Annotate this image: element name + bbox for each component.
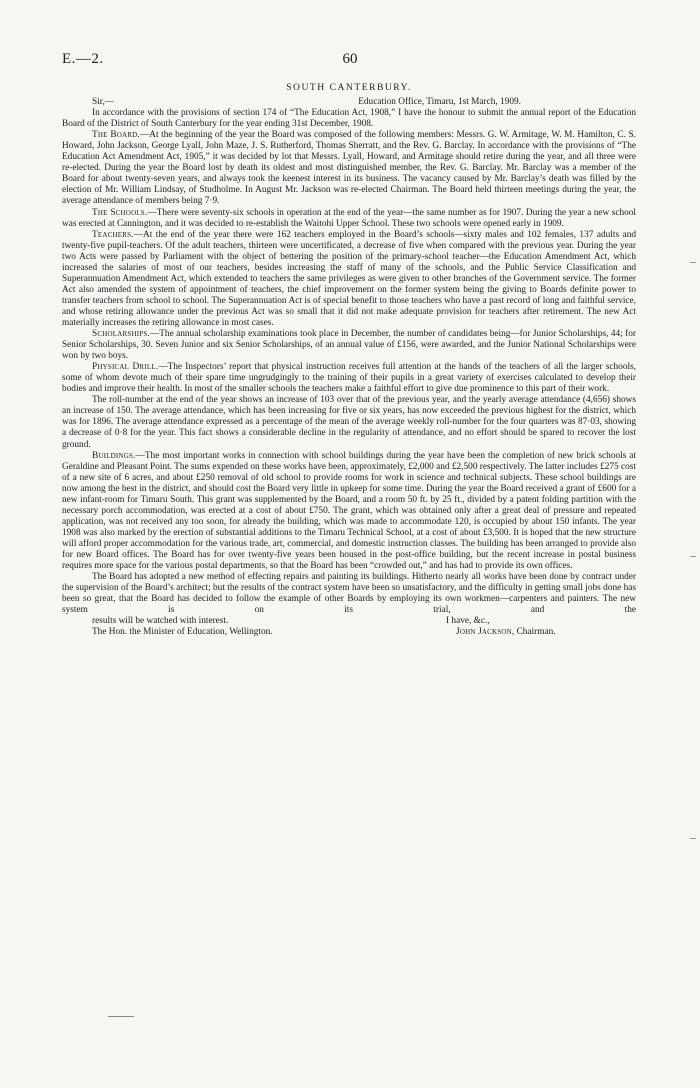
signature — [456, 627, 636, 638]
page-header — [62, 51, 638, 71]
margin-mark — [690, 556, 696, 557]
dateline: Education Office, Timaru, 1st March, 1909. — [358, 97, 521, 108]
paragraph — [62, 451, 636, 573]
margin-mark — [690, 262, 696, 263]
paragraph — [62, 130, 636, 207]
salutation-line — [62, 97, 636, 108]
paragraph — [62, 208, 636, 230]
closing-paragraph: The Board has adopted a new method of effecting repairs and painting its buildings. Hitherto nearly all works have been done by contract under the supervision of the Board’s architect; but the results of the contract system have been so unsatisfactory, and the difficulty in getting small jobs done has been so great, that the Board has decided to follow the example of other Boards by employing its own workmen—carpenters and painters. The new system is on its trial, and the — [62, 572, 636, 616]
paragraph-text: In accordance with the provisions of section 174 of “The Education Act, 1908,” I have the honour to submit the annual report of the Education Board of the District of South Canterbury for the year ending 31st December, 1908. — [62, 108, 636, 130]
section-heading: Teachers. — [92, 229, 134, 240]
paragraph-list — [62, 108, 636, 616]
paragraph — [62, 230, 636, 329]
paragraph — [62, 362, 636, 395]
signature-line — [62, 627, 636, 638]
paragraph-text: —The most important works in connection with school buildings during the year have been the completion of new brick schools at Geraldine and Pleasant Point. The sums expended on these works have been, approximately, £2,000 and £2,500 respectively. The latter includes £275 cost of a new site of 6 acres, and about £250 removal of old school to provide rooms for work in science and technical subjects. These school buildings are now among the best in the district, and should cost the Board very little in upkeep for some time. During the year the Board received a grant of £600 for a new infant-room for Timaru South. This grant was supplemented by the Board, and a room 50 ft. by 25 ft., divided by a patent folding partition with the necessary porch accommodation, was erected at a cost of about £750. The grant, which was obtained only after a great deal of pressure and repeated application, was not received any too soon, for already the building, which was made to accommodate 120, is occupied by about 150 infants. The year 1908 was also marked by the erection of substantial additions to the Timaru Technical School, at a cost of about £3,500. It is hoped that the new structure will afford proper accommodation for the various trade, art, commercial, and domestic instruction classes. The building has been arranged to provide also for new Board offices. The Board has for over twenty-five years been housed in the post-office building, but the recent increase in postal business requires more space for the various postal departments, so that the Board has been “crowded out,” and has had to provide its own offices. — [62, 450, 636, 572]
closing-line — [62, 616, 636, 627]
paragraph-text: —The Inspectors’ report that physical instruction receives full attention at the hands of the teachers of all the larger schools, some of whom devote much of their spare time ungrudgingly to the training of their pupils in a great variety of exercises calculated to develop their bodies and improve their health. In most of the smaller schools the teachers make a faithful effort to give due prominence to this part of their work. — [62, 362, 636, 395]
paragraph-text: —There were seventy-six schools in operation at the end of the year—the same number as for 1907. During the year a new school was erected at Cannington, and it was decided to re-establish the Waitohi Upper School. These two schools were opened early in 1909. — [62, 207, 637, 229]
page-number: 60 — [342, 51, 358, 67]
paragraph-text: —At the beginning of the year the Board was composed of the following members: Messrs. G. W. Armitage, W. M. Hamilton, C. S. Howard, John Jackson, George Lyall, John Maze, J. S. Rutherford, Thomas Sherratt, and the Rev. G. Barclay. In accordance with the provisions of “The Education Act Amendment Act, 1905,” it was decided by lot that Messrs. Lyall, Howard, and Armitage should retire during the year, and all three were re-elected. During the year the Board lost by death its oldest and most distinguished member, the Rev. G. Barclay. Mr. Barclay was a member of the Board for about twenty-seven years, and always took the keenest interest in its business. The vacancy caused by Mr. Barclay’s death was filled by the election of Mr. William Lindsay, of Studholme. In August Mr. Jackson was re-elected Chairman. The Board held thirteen meetings during the year, the average attendance of members being 7·9. — [62, 130, 636, 207]
section-heading: The Schools. — [92, 207, 148, 218]
paragraph-text: —The annual scholarship examinations took place in December, the number of candidates being—for Junior Scholarships, 44; for Senior Scholarships, 30. Seven Junior and six Senior Scholarships, of an annual value of £156, were awarded, and the Junior National Scholarships were won by two boys. — [62, 329, 636, 362]
signatory-title: , Chairman. — [511, 627, 556, 638]
section-heading: Scholarships. — [92, 329, 150, 340]
report-title: SOUTH CANTERBURY. — [286, 82, 412, 93]
report-body — [62, 82, 636, 638]
sign-off: I have, &c., — [446, 616, 490, 627]
paragraph — [62, 108, 636, 130]
salutation: Sir,— — [92, 97, 115, 108]
section-heading: Buildings. — [92, 450, 136, 461]
signatory-name: John Jackson — [456, 627, 512, 638]
addressee: The Hon. the Minister of Education, Wellington. — [92, 627, 273, 638]
section-heading: The Board. — [92, 130, 140, 141]
footer-rule — [108, 1016, 134, 1017]
report-code: E.—2. — [62, 51, 104, 67]
closing-last-line: results will be watched with interest. — [92, 616, 229, 627]
paragraph — [62, 329, 636, 362]
paragraph — [62, 395, 636, 450]
paragraph-text: The roll-number at the end of the year shows an increase of 103 over that of the previous year, and the yearly average attendance (4,656) shows an increase of 150. The average attendance, which has been increasing for five or six years, has now exceeded the previous highest for the district, which was for 1896. The average attendance expressed as a percentage of the mean of the average weekly roll-number for the four quarters was 87·03, showing a decrease of 0·8 for the year. This fact shows a considerable decline in the regularity of attendance, and no effort should be spared to recover the lost ground. — [62, 395, 636, 450]
margin-mark — [690, 838, 696, 839]
paragraph-text: —At the end of the year there were 162 teachers employed in the Board’s schools—sixty males and 102 females, 137 adults and twenty-five pupil-teachers. Of the adult teachers, thirteen were uncertificated, a decrease of five when compared with the previous year. During the year two Acts were passed by Parliament with the object of bettering the position of the primary-school teacher—the Education Amendment Act, which increased the salaries of most of our teachers, besides increasing the staff of many of the schools, and the Public Service Classification and Superannuation Amendment Act, which extended to teachers the same privileges as were given to other branches of the Government service. The former Act also amended the system of appointment of teachers, the chief improvement on the former system being the giving to Boards definite power to transfer teachers from school to school. The Superannuation Act is of special benefit to those teachers who have a past record of long and faithful service, and whose retiring allowance under the previous Act was so small that it did not make adequate provision for teachers after retirement. The new Act materially increases the retiring allowance in most cases. — [62, 229, 636, 328]
section-heading: Physical Drill. — [92, 362, 159, 373]
